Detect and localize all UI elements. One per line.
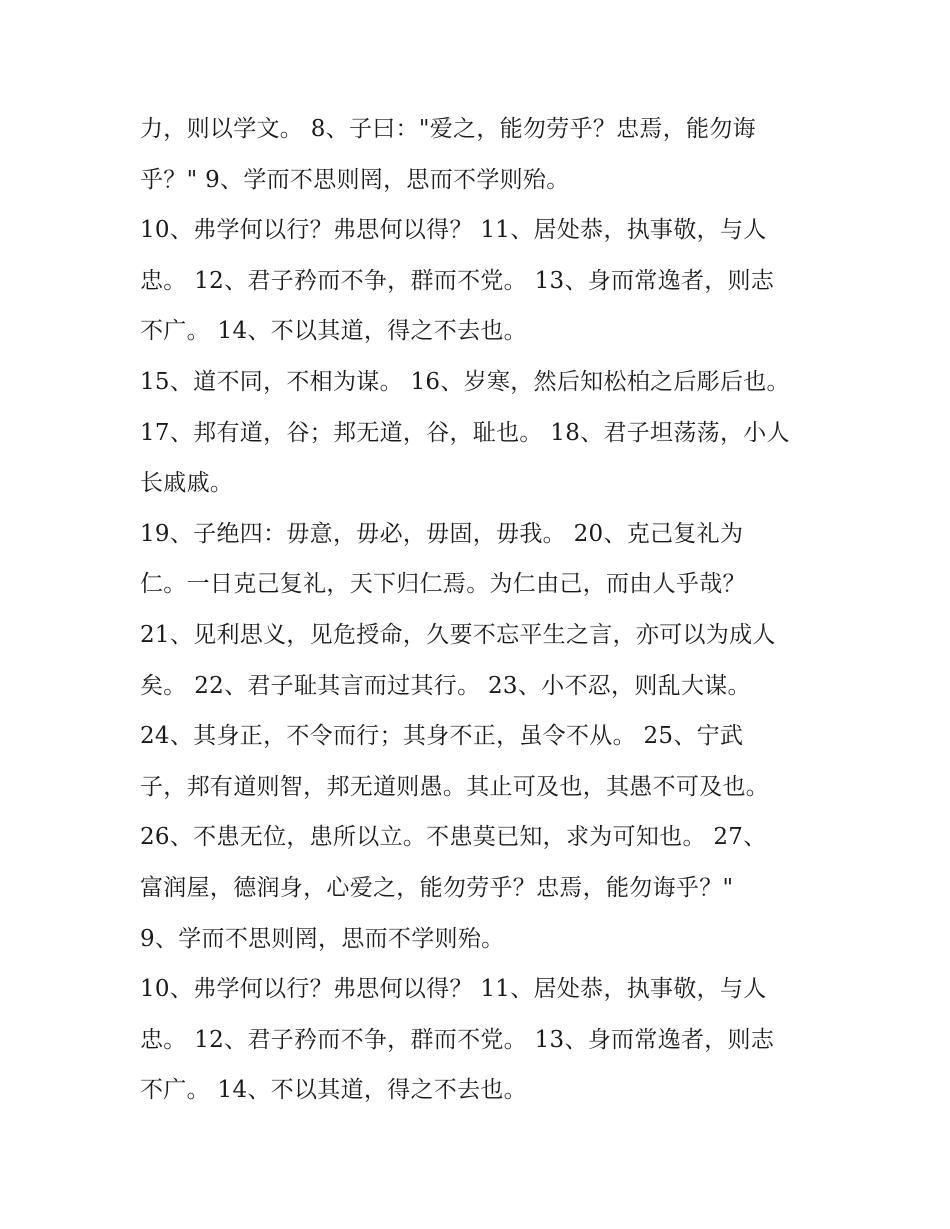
text-line: 长戚戚。 <box>140 470 234 497</box>
text-line: 忠。 12、君子矜而不争，群而不党。 13、身而常逸者，则志 <box>140 267 775 294</box>
text-line: 10、弗学何以行？弗思何以得？ 11、居处恭，执事敬，与人 <box>140 976 767 1003</box>
text-line: 不广。 14、不以其道，得之不去也。 <box>140 318 527 345</box>
document-text <box>140 104 840 1116</box>
text-line: 忠。 12、君子矜而不争，群而不党。 13、身而常逸者，则志 <box>140 1026 775 1053</box>
text-line: 矣。 22、君子耻其言而过其行。 23、小不忍，则乱大谋。 <box>140 672 751 699</box>
text-line: 26、不患无位，患所以立。不患莫已知，求为可知也。 27、 <box>140 824 767 851</box>
text-line: 仁。一日克己复礼，天下归仁焉。为仁由己，而由人乎哉？ <box>140 571 746 598</box>
text-line: 力，则以学文。 8、子曰："爱之，能勿劳乎？忠焉，能勿诲 <box>140 116 756 142</box>
text-line: 21、见利思义，见危授命，久要不忘平生之言，亦可以为成人 <box>140 621 776 648</box>
text-line: 不广。 14、不以其道，得之不去也。 <box>140 1077 527 1104</box>
text-line: 19、子绝四：毋意，毋必，毋固，毋我。 20、克己复礼为 <box>140 520 744 547</box>
text-line: 24、其身正，不令而行；其身不正，虽令不从。 25、宁武 <box>140 723 744 750</box>
text-line: 9、学而不思则罔，思而不学则殆。 <box>140 925 505 952</box>
text-line: 10、弗学何以行？弗思何以得？ 11、居处恭，执事敬，与人 <box>140 217 767 244</box>
text-line: 15、道不同，不相为谋。 16、岁寒，然后知松柏之后彫后也。 <box>140 368 790 395</box>
text-line: 17、邦有道，谷；邦无道，谷，耻也。 18、君子坦荡荡，小人 <box>140 419 790 446</box>
text-line: 富润屋，德润身，心爱之，能勿劳乎？忠焉，能勿诲乎？" <box>140 874 734 901</box>
text-line: 子，邦有道则智，邦无道则愚。其止可及也，其愚不可及也。 <box>140 773 770 800</box>
text-line: 乎？" 9、学而不思则罔，思而不学则殆。 <box>140 166 570 193</box>
